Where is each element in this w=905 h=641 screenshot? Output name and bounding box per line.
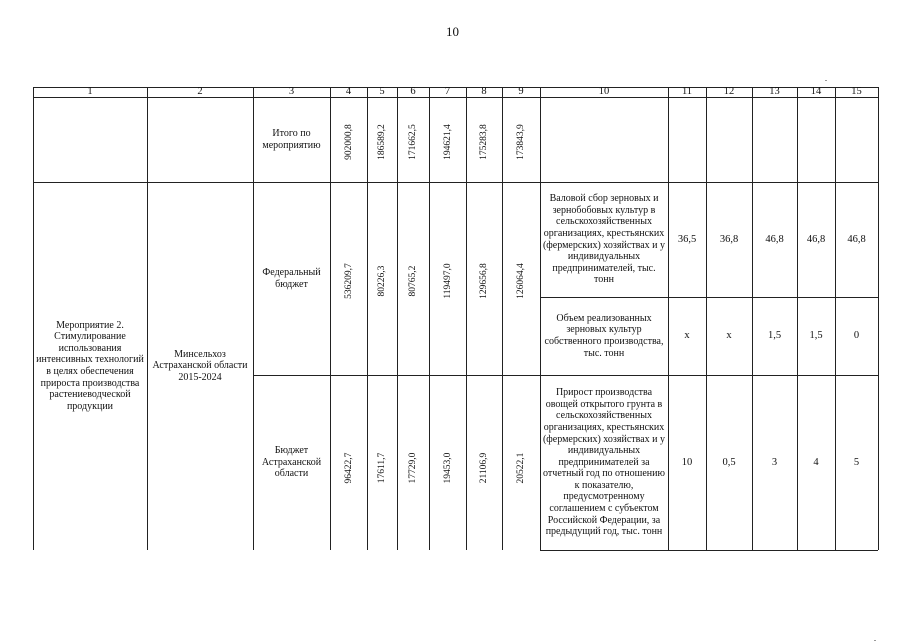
- regional-budget-label: Бюджет Астраханской области: [261, 445, 322, 480]
- regional-value-7: 19453,0: [442, 452, 453, 483]
- federal-indicator-2-value-15: 0: [853, 330, 860, 342]
- regional-indicator-1-value-14: 4: [813, 456, 819, 468]
- total-row-label: Итого по мероприятию: [262, 127, 321, 151]
- federal-value-5: 80226,3: [377, 265, 387, 296]
- column-header-5: 5: [379, 86, 385, 98]
- column-header-9: 9: [518, 86, 524, 98]
- regional-value-9: 20522,1: [516, 452, 526, 483]
- regional-indicator-1-value-15: 5: [853, 456, 860, 468]
- table-vertical-rule: [33, 87, 34, 550]
- federal-indicator-1-text: Валовой сбор зерновых и зернобобовых культур в сельскохозяйственных организациях, крестьянских (фермерских) хозяйствах и у индивидуальных предпринимателей, тыс. тонн: [542, 193, 666, 286]
- federal-indicator-1-value-11: 36,5: [677, 233, 697, 245]
- table-vertical-rule: [668, 87, 669, 550]
- total-value-8: 175283,8: [479, 123, 489, 160]
- column-header-7: 7: [444, 86, 451, 98]
- federal-value-4: 536209,7: [343, 262, 354, 299]
- column-header-12: 12: [723, 86, 735, 98]
- measure-executor: Минсельхоз Астраханской области 2015-2024: [152, 348, 248, 383]
- table-vertical-rule: [147, 87, 148, 550]
- table-vertical-rule: [752, 87, 753, 550]
- table-vertical-rule: [397, 87, 398, 550]
- regional-value-4: 96422,7: [343, 452, 354, 483]
- federal-indicator-2-value-13: 1,5: [767, 330, 782, 342]
- table-vertical-rule: [540, 87, 541, 550]
- federal-indicator-2-value-11: х: [684, 330, 690, 342]
- column-header-2: 2: [197, 86, 203, 98]
- regional-value-5: 17611,7: [377, 452, 387, 483]
- table-vertical-rule: [429, 87, 430, 550]
- total-value-4: 902000,8: [343, 123, 354, 160]
- table-vertical-rule: [502, 87, 503, 550]
- column-header-4: 4: [345, 86, 352, 98]
- column-header-8: 8: [481, 86, 487, 98]
- federal-value-7: 119497,0: [442, 262, 453, 299]
- federal-value-9: 126064,4: [516, 262, 526, 299]
- table-vertical-rule: [835, 87, 836, 550]
- total-value-7: 194621,4: [442, 123, 453, 160]
- federal-indicator-2-value-12: х: [726, 330, 732, 342]
- table-vertical-rule: [367, 87, 368, 550]
- page-number: 10: [446, 24, 459, 39]
- column-header-13: 13: [769, 86, 780, 98]
- regional-indicator-1-text: Прирост производства овощей открытого грунта в сельскохозяйственных организациях, крестьянских (фермерских) хозяйствах и у индивидуальных предпринимателей за отчетный год по отношению к показателю, предусмотренному соглашением с субъектом Российской Федерации, за предыдущий год, тыс. тонн: [542, 387, 666, 538]
- federal-indicator-2-text: Объем реализованных зерновых культур собственного производства, тыс. тонн: [544, 312, 664, 359]
- regional-value-6: 17729,0: [408, 452, 418, 483]
- total-value-6: 171662,5: [408, 123, 418, 160]
- column-header-1: 1: [87, 86, 93, 98]
- federal-indicator-1-value-15: 46,8: [847, 233, 866, 245]
- table-vertical-rule: [466, 87, 467, 550]
- column-header-3: 3: [288, 86, 295, 98]
- regional-indicator-1-value-13: 3: [771, 456, 778, 468]
- column-header-10: 10: [598, 86, 610, 98]
- federal-indicator-2-value-14: 1,5: [809, 330, 823, 342]
- measure-title: Мероприятие 2. Стимулирование использования интенсивных технологий в целях обеспечения прироста производства растениеводческой продукции: [36, 319, 144, 412]
- regional-indicator-1-value-12: 0,5: [722, 456, 736, 468]
- column-header-6: 6: [410, 86, 416, 98]
- column-header-14: 14: [810, 86, 822, 98]
- federal-indicator-1-value-14: 46,8: [806, 233, 826, 245]
- federal-indicator-1-value-12: 36,8: [719, 233, 739, 245]
- column-header-11: 11: [681, 86, 693, 98]
- table-vertical-rule: [797, 87, 798, 550]
- federal-indicator-1-value-13: 46,8: [765, 233, 784, 245]
- federal-budget-label: Федеральный бюджет: [262, 266, 321, 290]
- table-vertical-rule: [330, 87, 331, 550]
- table-horizontal-rule: [540, 550, 878, 551]
- scan-speck: [825, 80, 827, 81]
- total-value-9: 173843,9: [516, 123, 526, 160]
- column-header-15: 15: [851, 86, 862, 98]
- regional-value-8: 21106,9: [479, 452, 489, 483]
- total-value-5: 186589,2: [377, 123, 387, 160]
- federal-value-6: 80765,2: [408, 265, 418, 296]
- table-vertical-rule: [878, 87, 879, 550]
- table-vertical-rule: [706, 87, 707, 550]
- federal-value-8: 129656,8: [479, 262, 489, 299]
- regional-indicator-1-value-11: 10: [681, 456, 693, 468]
- table-vertical-rule: [253, 87, 254, 550]
